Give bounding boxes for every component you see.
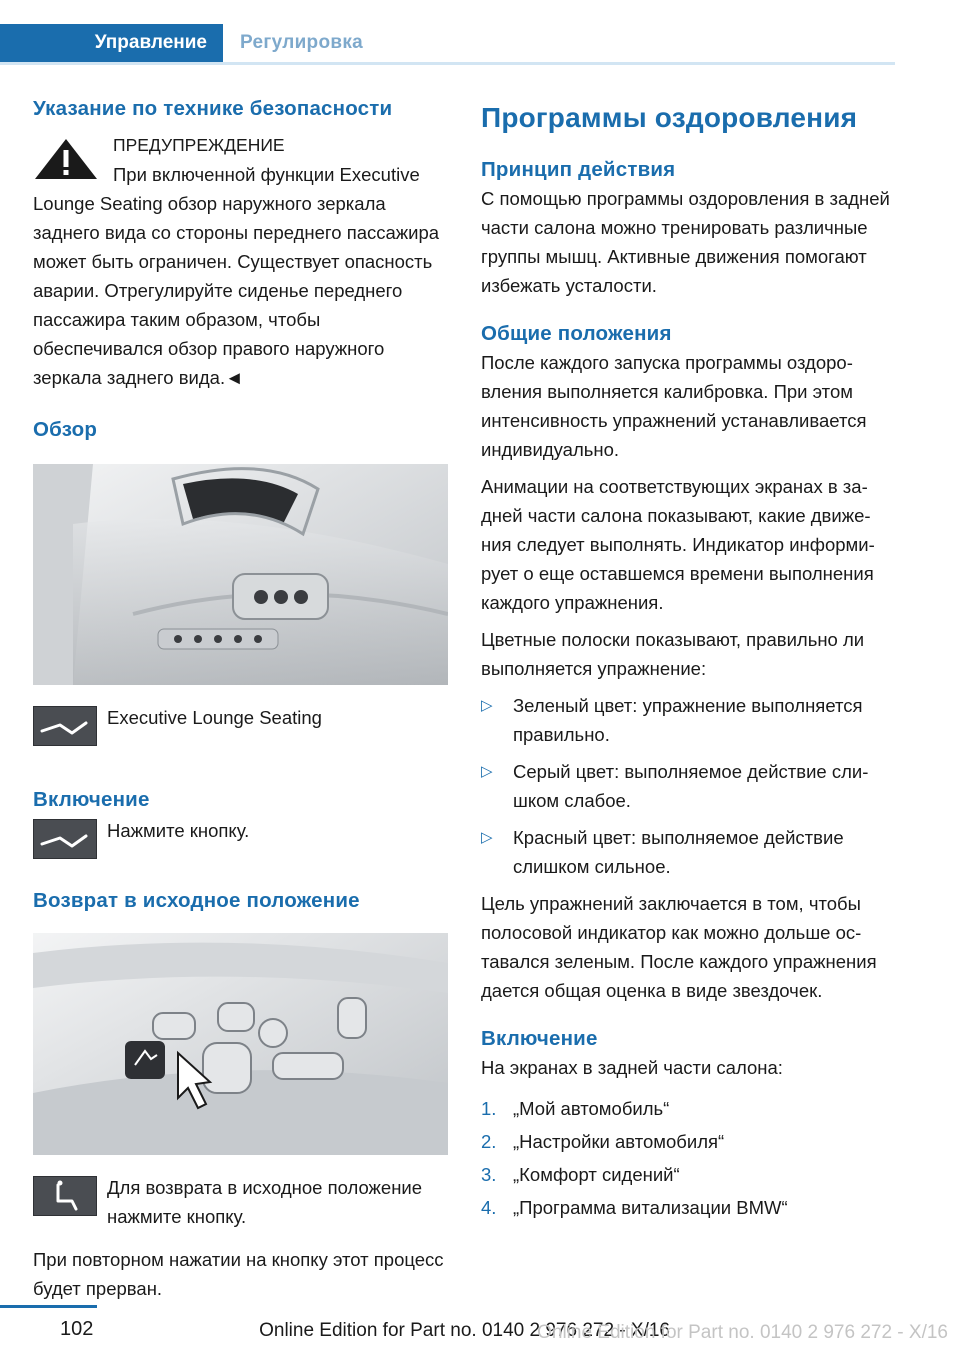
list-item	[481, 1191, 894, 1224]
seat-controls-photo	[33, 933, 448, 1155]
triangle-bullet-icon: ▷	[481, 697, 493, 714]
enable-heading: Включение	[33, 788, 150, 811]
overview-heading: Обзор	[33, 418, 98, 441]
reset-button-row	[33, 1173, 448, 1231]
principle-heading: Принцип действия	[481, 158, 676, 181]
enable-text: Нажмите кнопку.	[107, 820, 250, 841]
list-item	[481, 1092, 894, 1125]
reset-heading: Возврат в исходное положение	[33, 889, 360, 912]
step-text: „Комфорт сидений“	[513, 1164, 680, 1185]
section-tabs	[0, 24, 895, 65]
watermark-text: Online Edition for Part no. 0140 2 976 272 - X/16	[537, 1322, 948, 1343]
step-number: 3.	[481, 1164, 497, 1185]
warning-title: ПРЕДУПРЕЖДЕНИЕ	[113, 135, 285, 155]
list-item	[481, 823, 894, 881]
seat-reset-button-icon	[33, 1176, 97, 1216]
list-item	[481, 1158, 894, 1191]
general-text-1: После каждого запуска программы оздоровления выполняется калибровка. При этом интенсивность упражнений устанавливается индивидуально.	[481, 352, 867, 460]
warning-triangle-icon	[33, 137, 99, 181]
page-number: 102	[60, 1318, 94, 1340]
color-bullets	[481, 691, 894, 881]
footer-rule	[0, 1305, 97, 1308]
reset-note: При повторном нажатии на кнопку этот процесс будет прерван.	[33, 1249, 444, 1299]
step-text: „Программа витализации BMW“	[513, 1197, 788, 1218]
bullet-text: Красный цвет: выполняемое действие слишком сильное.	[513, 827, 844, 877]
edition-text: Online Edition for Part no. 0140 2 976 272 - X/16	[259, 1320, 670, 1341]
enable-steps	[481, 1092, 894, 1224]
triangle-bullet-icon: ▷	[481, 829, 493, 846]
step-text: „Настройки автомобиля“	[513, 1131, 725, 1152]
door-panel-photo	[33, 464, 448, 685]
list-item	[481, 757, 894, 815]
tab-adjustment[interactable]: Регулировка	[240, 32, 364, 53]
tab-control[interactable]: Управление	[0, 24, 223, 62]
general-heading: Общие положения	[481, 322, 672, 345]
lounge-seating-button-icon	[33, 819, 97, 859]
bullet-text: Серый цвет: выполняемое действие слишком слабое.	[513, 761, 869, 811]
overview-button-label: Executive Lounge Seating	[107, 707, 322, 728]
general-text-2: Анимации на соответствующих экранах в задней части салона показывают, какие движения следует выполнять. Индикатор информирует о еще оставшемся времени выполнения каждого упражнения.	[481, 476, 875, 613]
step-number: 1.	[481, 1098, 497, 1119]
list-item	[481, 691, 894, 749]
wellness-title: Программы оздоровления	[481, 102, 858, 133]
lounge-seating-button-icon	[33, 706, 97, 746]
reset-button-text: Для возврата в исходное положение нажмите кнопку.	[107, 1177, 423, 1227]
enable-intro: На экранах в задней части салона:	[481, 1057, 783, 1078]
warning-block	[33, 131, 448, 392]
right-enable-heading: Включение	[481, 1027, 598, 1050]
list-item	[481, 1125, 894, 1158]
principle-text: С помощью программы оздоровления в задней части салона можно тренировать различные группы мышц. Активные движения помогают избежать усталости.	[481, 188, 890, 296]
warning-text: При включенной функции Executive Lounge Seating обзор наружного зеркала заднего вида со стороны переднего пассажира может быть ограничен. Существует опасность аварии. Отрегулируйте сиденье переднего пассажира таким образом, чтобы обеспечивался обзор правого наружного зеркала заднего вида.◄	[33, 164, 440, 388]
bullet-text: Зеленый цвет: упражнение выполняется правильно.	[513, 695, 863, 745]
goal-text: Цель упражнений заключается в том, чтобы полосовой индикатор как можно дольше оставался зеленым. После каждого упражнения дается общая оценка в виде звездочек.	[481, 893, 877, 1001]
right-column	[481, 100, 894, 1224]
step-number: 4.	[481, 1197, 497, 1218]
enable-row	[33, 816, 448, 859]
general-text-3: Цветные полоски показывают, правильно ли выполняется упражнение:	[481, 629, 865, 679]
overview-button-row	[33, 703, 448, 746]
safety-heading: Указание по технике безопасности	[33, 97, 393, 120]
step-text: „Мой автомобиль“	[513, 1098, 670, 1119]
step-number: 2.	[481, 1131, 497, 1152]
triangle-bullet-icon: ▷	[481, 763, 493, 780]
left-column	[33, 95, 448, 1303]
